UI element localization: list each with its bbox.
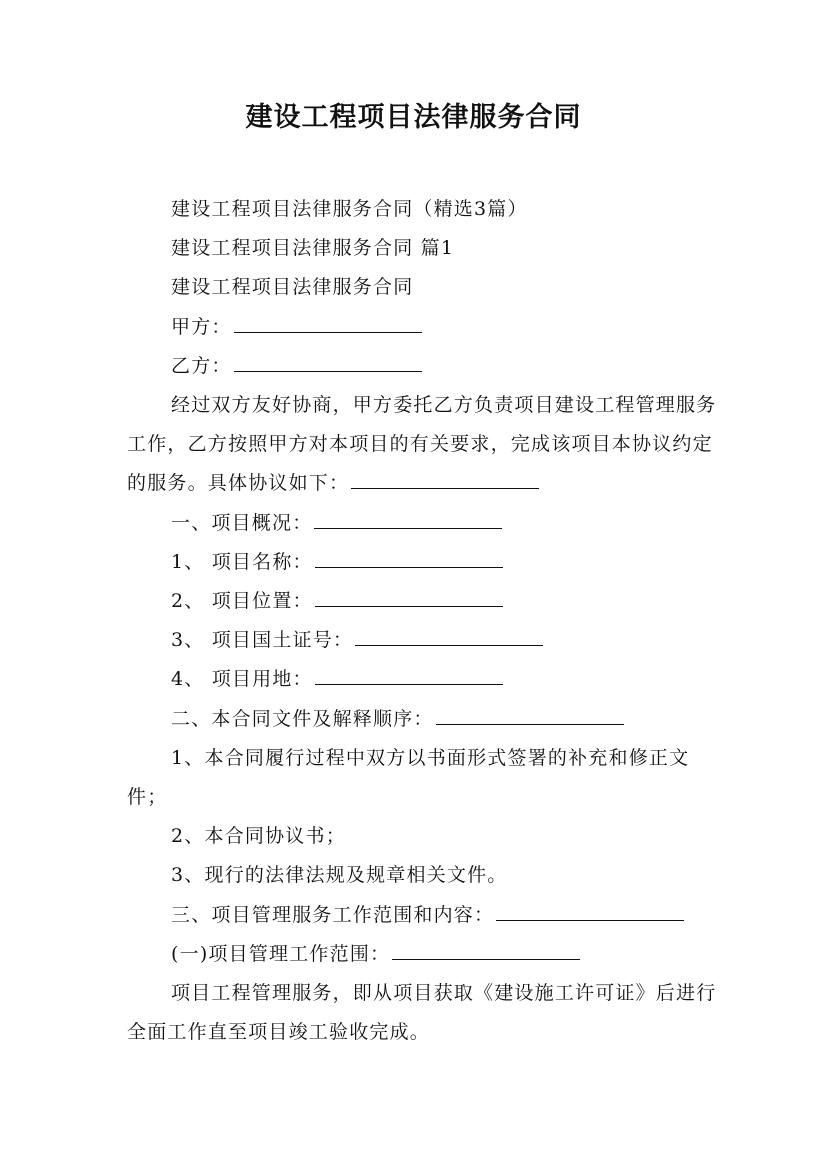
paragraph-text: 建设工程项目法律服务合同 篇1 xyxy=(171,237,455,260)
list-item xyxy=(127,543,719,582)
paragraph-text: 3、 项目国土证号： xyxy=(171,629,354,652)
paragraph-text: 三、项目管理服务工作范围和内容： xyxy=(171,903,495,926)
paragraph xyxy=(127,190,719,229)
paragraph-text: 一、项目概况： xyxy=(171,511,313,534)
fill-in-blank xyxy=(436,702,624,725)
fill-in-blank xyxy=(315,545,503,568)
subsection-heading xyxy=(127,935,719,974)
paragraph xyxy=(127,229,719,268)
paragraph-text: 建设工程项目法律服务合同（精选3篇） xyxy=(171,198,528,220)
fill-in-blank xyxy=(496,898,684,921)
fill-in-blank xyxy=(351,466,539,489)
document-title: 建设工程项目法律服务合同 xyxy=(245,102,582,133)
list-item xyxy=(127,739,719,817)
paragraph-text: 乙方： xyxy=(171,354,232,377)
paragraph-text: 项目工程管理服务，即从项目获取《建设施工许可证》后进行全面工作直至项目竣工验收完成。 xyxy=(127,982,717,1044)
list-item xyxy=(127,621,719,660)
paragraph xyxy=(127,974,719,1052)
fill-in-blank xyxy=(314,506,502,529)
paragraph-text: 4、 项目用地： xyxy=(171,668,313,691)
document-body xyxy=(127,190,719,1052)
paragraph-text: 甲方： xyxy=(171,315,232,338)
paragraph-text: (一)项目管理工作范围： xyxy=(171,942,391,965)
fill-in-blank xyxy=(234,310,422,333)
party-a-line xyxy=(127,308,719,347)
paragraph-text: 3、现行的法律法规及规章相关文件。 xyxy=(171,864,508,887)
paragraph-text: 经过双方友好协商，甲方委托乙方负责项目建设工程管理服务工作，乙方按照甲方对本项目的有关要求，完成该项目本协议约定的服务。具体协议如下： xyxy=(127,394,717,495)
fill-in-blank xyxy=(234,349,422,372)
paragraph-text: 二、本合同文件及解释顺序： xyxy=(171,707,434,730)
paragraph-text: 建设工程项目法律服务合同 xyxy=(171,276,414,299)
fill-in-blank xyxy=(315,584,503,607)
section-heading xyxy=(127,700,719,739)
fill-in-blank xyxy=(315,662,503,685)
paragraph-text: 2、本合同协议书； xyxy=(171,825,346,848)
fill-in-blank xyxy=(392,937,580,960)
party-b-line xyxy=(127,347,719,386)
paragraph xyxy=(127,386,719,504)
paragraph-text: 1、本合同履行过程中双方以书面形式签署的补充和修正文件； xyxy=(127,746,690,809)
list-item xyxy=(127,660,719,699)
section-heading xyxy=(127,896,719,935)
paragraph xyxy=(127,268,719,307)
fill-in-blank xyxy=(355,623,543,646)
section-heading xyxy=(127,504,719,543)
paragraph-text: 1、 项目名称： xyxy=(171,550,313,573)
paragraph-text: 2、 项目位置： xyxy=(171,590,313,613)
list-item xyxy=(127,817,719,856)
list-item xyxy=(127,856,719,895)
list-item xyxy=(127,582,719,621)
